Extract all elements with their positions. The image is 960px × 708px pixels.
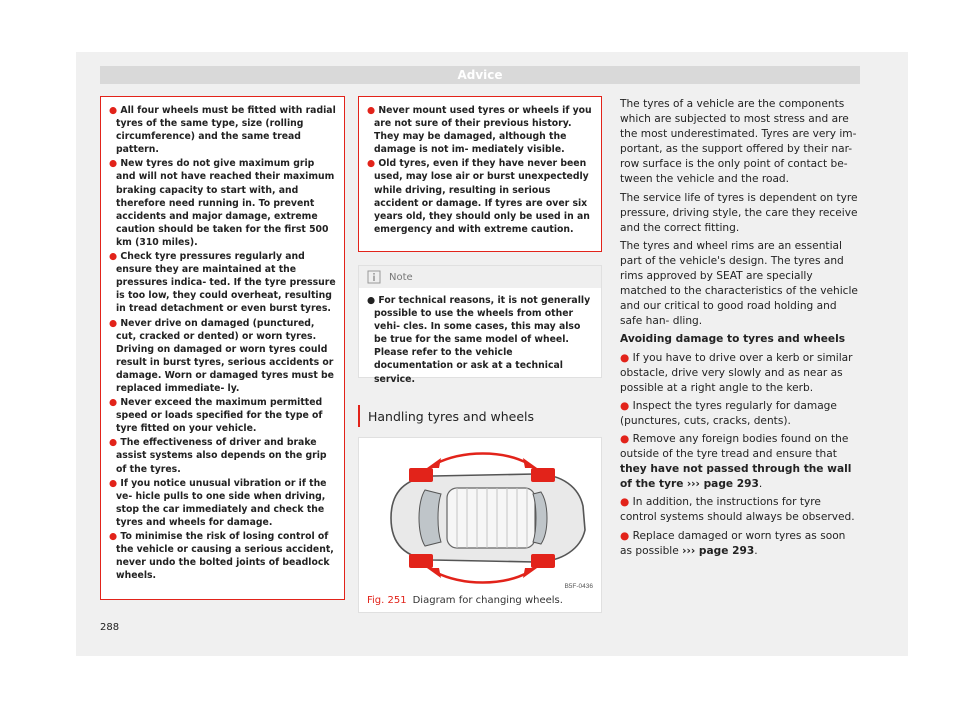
subheading: Avoiding damage to tyres and wheels [620,333,846,346]
bullet-icon: ● [109,477,118,489]
warning-item: ● Never mount used tyres or wheels if you are not sure of their previous history. They may be damaged, although the damage is not im- mediately visible. [367,105,592,156]
paragraph: The tyres of a vehicle are the components which are subjected to most stress and are the most underestimated. Tyres are very im- portant, as the support offered by their nar- row surface is the only point of contact be- tween the vehicle and the road. [620,98,857,186]
bullet-icon: ● [109,317,118,329]
bullet-icon: ● [367,105,376,116]
page-link[interactable]: ››› page 293 [686,478,759,491]
warning-item: ● Check tyre pressures regularly and ensure they are maintained at the pressures indica- ted. If the tyre pressure is too low, they could overheat, resulting in tread detachment or even burst tyres. [109,251,336,315]
list-item: ● Inspect the tyres regularly for damage (punctures, cuts, cracks, dents). [620,399,837,427]
rotation-arrow-bottom [435,572,529,583]
bullet-icon: ● [109,105,118,116]
arrowhead-bottom [427,568,441,578]
list-item: ● In addition, the instructions for tyre control systems should always be observed. [620,496,855,524]
warning-box-mid [358,96,602,252]
bullet-icon: ● [109,531,118,542]
bullet-icon: ● [620,399,630,412]
note-body [359,288,601,393]
arrowhead-top-right [523,458,537,468]
page-header [100,66,860,84]
section-title: Handling tyres and wheels [358,405,602,427]
warning-item: ● Old tyres, even if they have never been used, may lose air or burst unexpectedly while driving, resulting in serious accident or damage. If tyres are over six years old, they should only be used in an emergency and with extreme caution. [367,158,590,235]
bullet-icon: ● [109,158,118,170]
bullet-icon: ● [367,158,376,170]
rotation-arrow-top [435,454,529,465]
page-link[interactable]: ››› page 293 [682,544,755,557]
warning-item: ● The effectiveness of driver and brake assist systems also depends on the grip of the tyres. [109,437,327,475]
wheel-rear-left [531,468,555,482]
bullet-icon: ● [109,397,118,409]
figure-caption-text: Diagram for changing wheels. [412,595,563,606]
bullet-icon: ● [367,295,376,306]
car-roof [447,488,535,548]
list-item: ● If you have to drive over a kerb or similar obstacle, drive very slowly and as near as possible at a right angle to the kerb. [620,351,853,394]
note-header [359,266,601,288]
warning-item: ● To minimise the risk of losing control of the vehicle or causing a serious accident, never undo the bolted joints of beadlock wheels. [109,531,334,582]
wheel-front-right [409,554,433,568]
wheel-front-left [409,468,433,482]
warning-item: ● Never exceed the maximum permitted speed or loads specified for the type of tyre fitted on your vehicle. [109,397,323,435]
wheel-rotation-diagram [363,444,599,592]
warning-item: ● If you notice unusual vibration or if the ve- hicle pulls to one side when driving, stop the car immediately and check the tyres and wheels for damage. [109,477,327,528]
bullet-icon: ● [620,496,630,509]
note-text: For technical reasons, it is not generally possible to use the wheels from other vehi- cles. In some cases, this may also be true for the same model of wheel. Please refer to the vehicle documentation or ask at a technical service. [374,295,591,385]
bullet-icon: ● [109,251,118,263]
paragraph: The tyres and wheel rims are an essential part of the vehicle's design. The tyres and rims approved by SEAT are specially matched to the characteristics of the vehicle and our critical to good road holding and safe han- dling. [620,239,858,328]
bullet-icon: ● [620,432,630,445]
list-item: ● Remove any foreign bodies found on the outside of the tyre tread and ensure that they have not passed through the wall of the tyre ››› page 293. [620,432,852,491]
wheel-rear-right [531,554,555,568]
header-title: Advice [457,68,503,82]
list-item: ● Replace damaged or worn tyres as soon as possible ››› page 293. [620,529,846,557]
warning-item: ● Never drive on damaged (punctured, cut, cracked or dented) or worn tyres. Driving on damaged or worn tyres could result in burst tyres, serious accidents or damage. Worn or damaged tyres must be replaced immediate- ly. [109,317,334,394]
figure-number: Fig. 251 [367,595,407,606]
warning-item: ● All four wheels must be fitted with radial tyres of the same type, size (rolling circumference) and the same tread pattern. [109,105,336,156]
arrowhead-top [427,458,441,468]
arrowhead-bottom-right [523,568,537,578]
bullet-icon: ● [620,351,630,364]
figure-251 [358,437,602,613]
car-windscreen [419,490,441,546]
warning-item: ● New tyres do not give maximum grip and will not have reached their maximum braking capacity to start with, and therefore need running in. To prevent accidents and major damage, extreme caution should be taken for the first 500 km (310 miles). [109,158,335,248]
body-text-column [620,97,860,562]
page-number: 288 [100,622,120,633]
note-title: Note [389,271,413,283]
figure-caption [367,595,563,606]
note-box [358,265,602,385]
figure-code: B5F-0436 [564,583,593,590]
bullet-icon: ● [109,437,118,449]
bullet-icon: ● [620,529,630,542]
warning-box-left [100,96,345,600]
info-icon [367,270,381,284]
paragraph: The service life of tyres is dependent on tyre pressure, driving style, the care they receive and the correct fitting. [620,191,858,234]
